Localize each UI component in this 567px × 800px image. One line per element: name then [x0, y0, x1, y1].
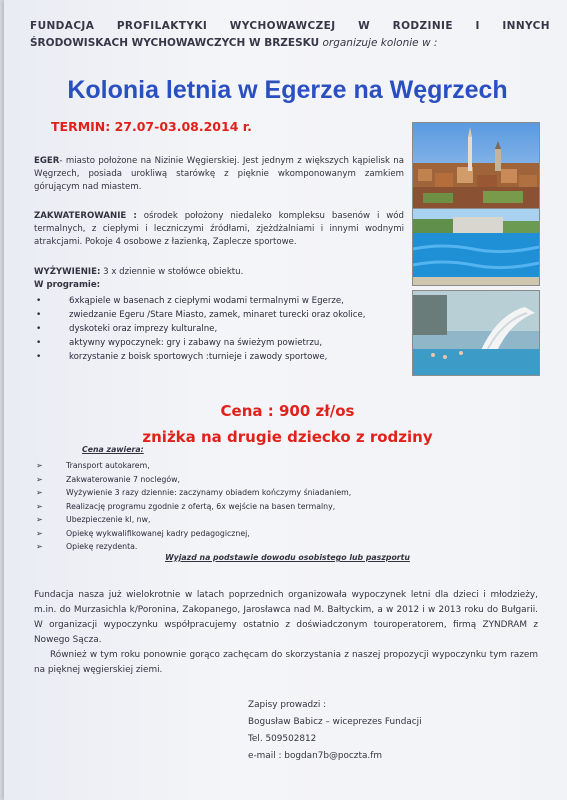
header-word: RODZINIE	[392, 20, 453, 32]
program-list	[34, 294, 394, 364]
eger-text: - miasto położone na Nizinie Węgierskiej. Jest jednym z większych kąpielisk na Węgrzech, posiada urokliwą starówkę z pięknie wkomponowanym zamkiem górującym nad miastem.	[34, 156, 404, 192]
list-item: • 6xkąpiele w basenach z ciepłymi wodami termalnymi w Egerze,	[34, 294, 394, 308]
list-item: • zwiedzanie Egeru /Stare Miasto, zamek, minaret turecki oraz okolice,	[34, 308, 394, 322]
page-title: Kolonia letnia w Egerze na Węgrzech	[67, 76, 508, 104]
meals-text: 3 x dziennie w stołówce obiektu.	[100, 267, 244, 277]
header-word: W	[358, 20, 371, 32]
header-word: WYCHOWAWCZEJ	[229, 20, 336, 32]
registration-label: Zapisy prowadzi :	[248, 700, 327, 710]
header-line-1	[30, 18, 550, 35]
foundation-paragraph-2: Również w tym roku ponownie gorąco zachęcam do skorzystania z naszej propozycji wypoczynku tym razem na pięknej węgierskiej ziemi.	[34, 650, 538, 675]
water-slide-photo	[412, 290, 540, 376]
eger-city-photo	[412, 122, 540, 210]
contact-email: e-mail : bogdan7b@poczta.fm	[248, 751, 382, 761]
termin-dates: TERMIN: 27.07-03.08.2014 r.	[51, 119, 252, 134]
meals-label: WYŻYWIENIE:	[34, 267, 101, 277]
accommodation-text: ośrodek położony niedaleko kompleksu basenów i wód termalnych, z ciepłymi i leczniczymi źródłami, zjeżdżalniami i innymi wodnymi atrakcjami. Pokoje 4 osobowe z łazienką, Zaplecze sportowe.	[34, 211, 404, 247]
list-item: ➢ Zakwaterowanie 7 noclegów,	[36, 473, 416, 487]
header-word: PROFILAKTYKI	[116, 20, 208, 32]
registration-contact	[248, 697, 422, 765]
eger-label: EGER	[34, 156, 60, 166]
eger-description	[34, 155, 404, 194]
id-requirement-note: Wyjazd na podstawie dowodu osobistego lub paszportu	[165, 553, 410, 562]
header-word: INNYCH	[502, 20, 550, 32]
list-item: ➢ Opiekę rezydenta.	[36, 540, 416, 554]
list-item: • korzystanie z boisk sportowych :turnieje i zawody sportowe,	[34, 350, 394, 364]
list-item: ➢ Ubezpieczenie kl, nw,	[36, 513, 416, 527]
price-includes-label: Cena zawiera:	[82, 445, 144, 454]
header-organizer	[30, 18, 550, 52]
accommodation-label: ZAKWATEROWANIE :	[34, 211, 137, 221]
list-item: ➢ Opiekę wykwalifikowanej kadry pedagogicznej,	[36, 527, 416, 541]
sibling-discount: zniżka na drugie dziecko z rodziny	[142, 428, 433, 446]
list-item: ➢ Realizację programu zgodnie z ofertą, 6x wejście na basen termalny,	[36, 500, 416, 514]
price: Cena : 900 zł/os	[220, 402, 355, 420]
list-item: • dyskoteki oraz imprezy kulturalne,	[34, 322, 394, 336]
accommodation-description	[34, 210, 404, 249]
foundation-paragraph-1: Fundacja nasza już wielokrotnie w latach poprzednich organizowała wypoczynek letni dla dzieci i młodzieży, m.in. do Murzasichla k/Poronina, Zakopanego, Jarosławca nad M. Bałtyckim, a w 2012 i w 2013 roku do Bułgarii. W organizacji wypoczynku współpracujemy ostatnio z doświadczonym touroperatorem, firmą ZYNDRAM z Nowego Sącza.	[34, 590, 538, 645]
price-block	[4, 398, 567, 450]
header-organizes: organizuje kolonie w :	[319, 37, 438, 49]
flyer-sheet	[4, 0, 567, 800]
list-item: ➢ Wyżywienie 3 razy dziennie: zaczynamy obiadem kończymy śniadaniem,	[36, 486, 416, 500]
list-item: ➢ Transport autokarem,	[36, 459, 416, 473]
foundation-description	[34, 588, 538, 678]
contact-person: Bogusław Babicz – wiceprezes Fundacji	[248, 717, 422, 727]
program-label: W programie:	[34, 280, 101, 290]
header-word: I	[475, 20, 480, 32]
price-includes-list	[36, 459, 416, 554]
header-word: FUNDACJA	[30, 20, 95, 32]
thermal-pool-photo	[412, 208, 540, 286]
list-item: • aktywny wypoczynek: gry i zabawy na świeżym powietrzu,	[34, 336, 394, 350]
contact-phone: Tel. 509502812	[248, 734, 317, 744]
header-org-name: ŚRODOWISKACH WYCHOWAWCZYCH W BRZESKU	[30, 37, 320, 49]
header-line-2	[30, 35, 550, 52]
meals-description	[34, 266, 404, 292]
